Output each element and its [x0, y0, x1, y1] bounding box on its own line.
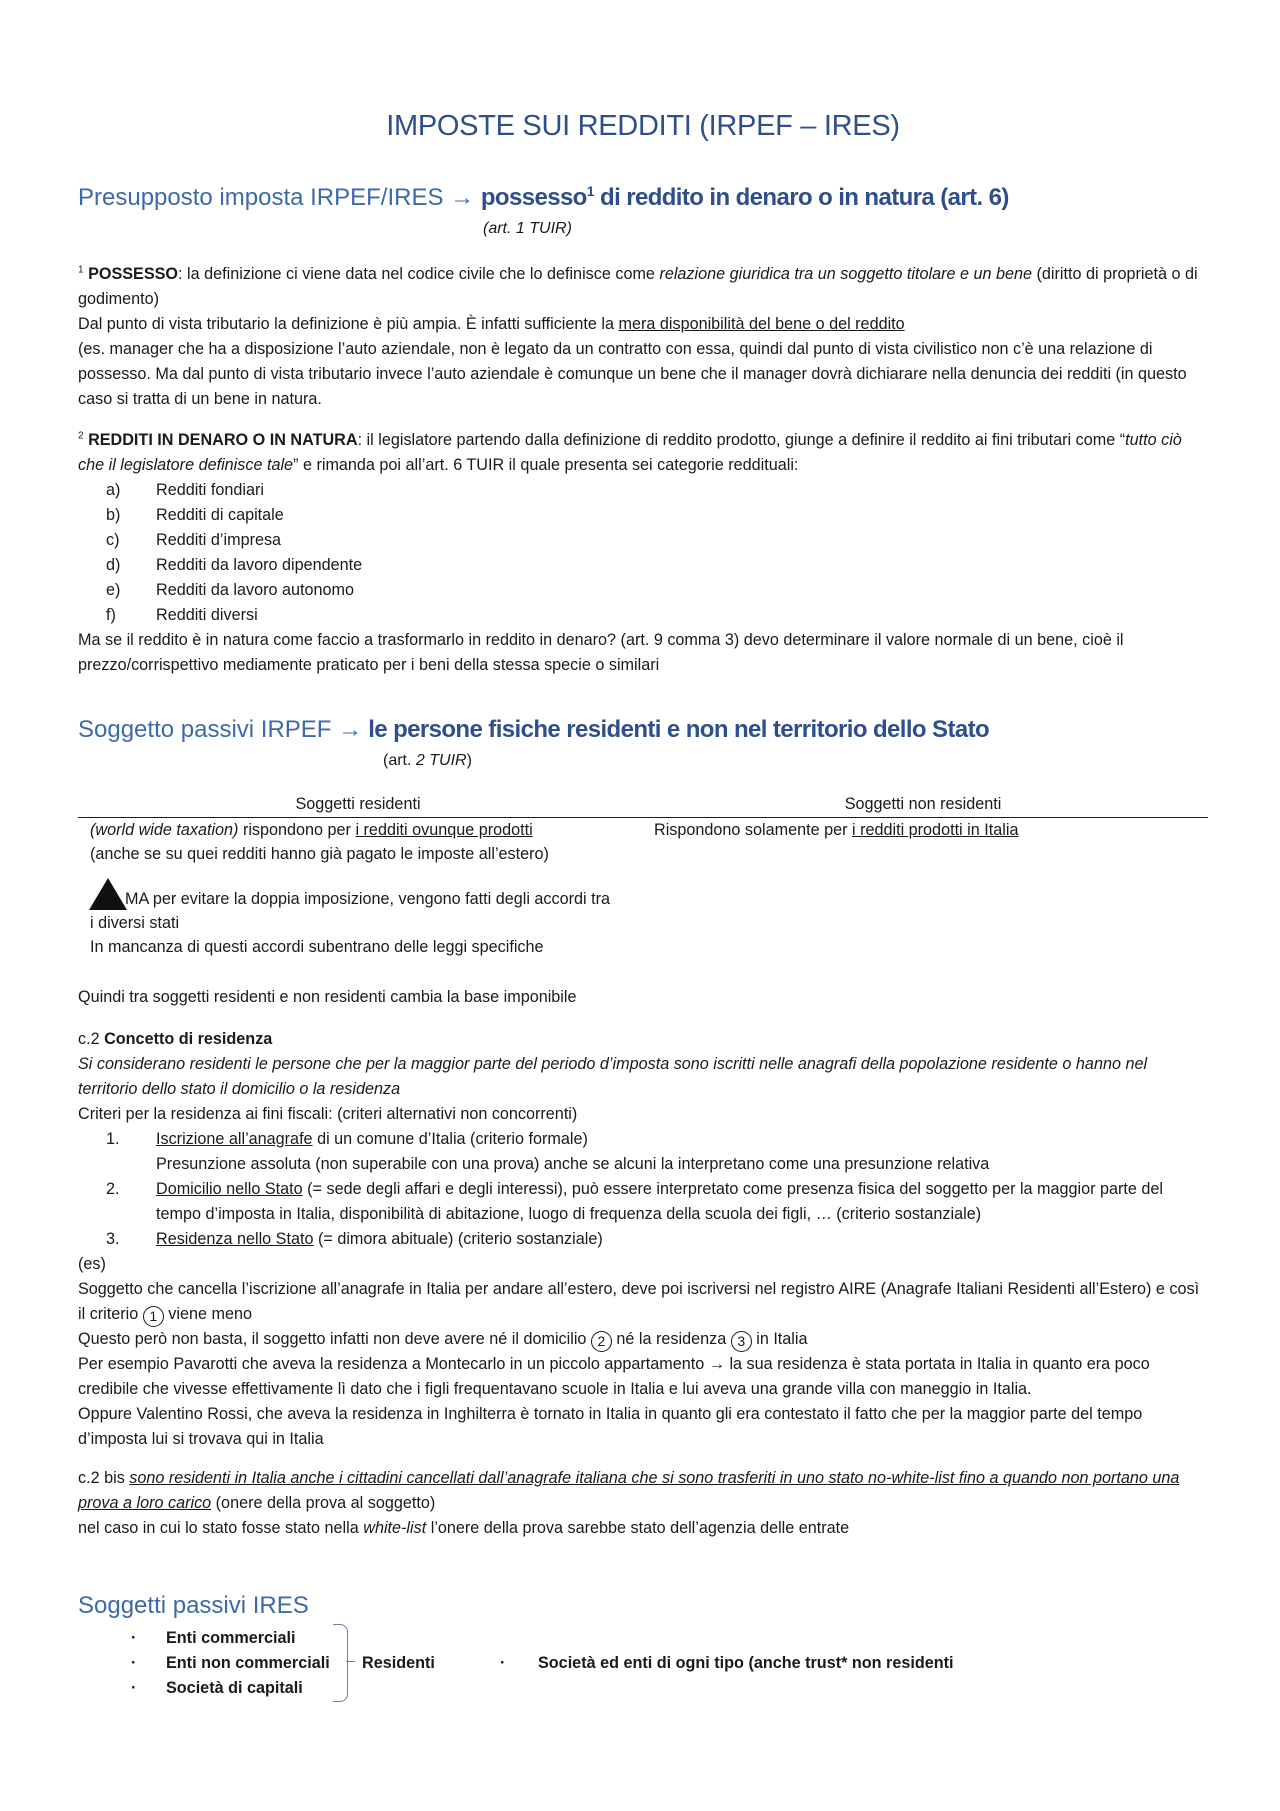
list-marker: 2.: [106, 1180, 120, 1198]
list-marker: e): [106, 581, 121, 599]
c2bis-text: (onere della prova al soggetto): [211, 1494, 436, 1512]
footnote-2-p2: Ma se il reddito è in natura come faccio a trasformarlo in reddito in denaro? (art. 9 comma 3) devo determinare il valore normale di un bene, cioè il prezzo/corrispettivo mediamente praticato per i beni della stessa specie o similari: [78, 631, 1124, 674]
example-text: Questo però non basta, il soggetto infatti non deve avere né il domicilio: [78, 1330, 591, 1348]
bullet-icon: ·: [131, 1654, 137, 1672]
list-item-text: Redditi diversi: [156, 606, 258, 624]
ires-item: Enti commerciali: [166, 1629, 296, 1647]
example-text: né la residenza: [611, 1330, 731, 1348]
c2-definition: [78, 1052, 1208, 1102]
footnote-text: Dal punto di vista tributario la definizione è più ampia. È infatti sufficiente la: [78, 315, 619, 333]
list-item-text: Redditi fondiari: [156, 481, 264, 499]
footnote-num: 1: [78, 264, 84, 276]
footnote-2-p1: [78, 428, 1208, 478]
c2bis-italic: white-list: [363, 1519, 427, 1537]
footnote-1-p3: (es. manager che ha a disposizione l’auto aziendale, non è legato da un contratto con essa, quindi dal punto di vista civilistico non c’è una relazione di possesso. Ma dal punto di vista tributario invece l’auto aziendale è comunque un bene che il manager dovrà dichiarare nella denuncia dei redditi (in questo caso si tratta di un bene in natura.: [78, 340, 1187, 408]
c2bis-text: nel caso in cui lo stato fosse stato nella: [78, 1519, 364, 1537]
criteria-list: [78, 1127, 1208, 1252]
c2-italic: Si considerano residenti le persone che per la maggior parte del periodo d’imposta sono iscritti nelle anagrafi della popolazione residente o hanno nel territorio dello stato il domicilio o la residenza: [78, 1055, 1148, 1098]
c2bis-paragraph-2: [78, 1516, 1208, 1541]
footnote-term: REDDITI IN DENARO O IN NATURA: [88, 431, 358, 449]
list-marker: b): [106, 506, 121, 524]
example-text: viene meno: [163, 1305, 252, 1323]
c2bis-italic-underline: sono residenti in Italia anche i cittadini cancellati dall’anagrafe italiana che si sono trasferiti in uno stato no-white-list fino a quando non portano una prova a loro carico: [78, 1469, 1180, 1512]
footnote-italic: tutto ciò che il legislatore definisce tale: [78, 431, 1182, 474]
ires-item-non-residenti: Società ed enti di ogni tipo (anche trust* non residenti: [538, 1654, 954, 1672]
circled-number: 1: [143, 1306, 164, 1327]
heading-strong-rest: di reddito in denaro o in natura (art. 6): [593, 184, 1009, 211]
section-heading-irpef: [78, 715, 989, 745]
footnote-text: : la definizione ci viene data nel codice civile che lo definisce come: [178, 265, 660, 283]
criterion-title: Residenza nello Stato: [156, 1230, 314, 1248]
list-item: [78, 528, 1208, 553]
c2-title: Concetto di residenza: [104, 1030, 273, 1048]
article-ref-text: (art. 1 TUIR): [483, 220, 572, 237]
circled-number: 3: [731, 1331, 752, 1352]
list-item: [78, 1227, 1208, 1252]
warning-triangle-icon: [89, 878, 127, 910]
subjects-table: [78, 792, 1208, 959]
list-marker: 1.: [106, 1130, 120, 1148]
criterion-text: di un comune d’Italia (criterio formale): [312, 1130, 588, 1148]
list-item: [78, 553, 1208, 578]
article-ref: (art. 2 TUIR): [383, 752, 472, 769]
list-marker: 3.: [106, 1230, 120, 1248]
c2-heading: [78, 1027, 1208, 1052]
footnote-italic: relazione giuridica tra un soggetto titolare e un bene: [659, 265, 1032, 283]
criterion-title: Iscrizione all’anagrafe: [156, 1130, 313, 1148]
list-item-text: Redditi da lavoro dipendente: [156, 556, 363, 574]
criterion-text: (= sede degli affari e degli interessi), può essere interpretato come presenza fisica del soggetto per la maggior parte del tempo d’imposta in Italia, disponibilità di abitazione, luogo di frequenza della scuola dei figli, … (criterio sostanziale): [156, 1180, 1164, 1223]
footnote-text-end: ” e rimanda poi all’art. 6 TUIR il quale presenta sei categorie reddituali:: [293, 456, 799, 474]
list-item: [78, 1127, 1208, 1177]
cell-non-residenti: [638, 818, 1208, 960]
bullet-icon: ·: [131, 1629, 137, 1647]
footnote-1: [78, 262, 1208, 412]
example-line: [78, 1277, 1208, 1327]
footnote-1-p1: [78, 262, 1208, 312]
footnote-2: [78, 428, 1208, 678]
bracket-tick: [346, 1661, 355, 1662]
example-text: Soggetto che cancella l’iscrizione all’anagrafe in Italia per andare all’estero, deve poi iscriversi nel registro AIRE (Anagrafe Italiani Residenti all’Estero) e così il criterio: [78, 1280, 1200, 1323]
page-title: IMPOSTE SUI REDDITI (IRPEF – IRES): [386, 110, 900, 142]
c2bis-paragraph: [78, 1466, 1208, 1516]
cell-line: [90, 818, 618, 842]
criterion-extra: Presunzione assoluta (non superabile con una prova) anche se alcuni la interpretano come una presunzione relativa: [156, 1155, 990, 1173]
article-ref: [483, 218, 572, 240]
cell-text: rispondono per: [238, 821, 356, 839]
list-item: [78, 578, 1208, 603]
table-header-row: [78, 792, 1208, 818]
ires-item: Società di capitali: [166, 1679, 303, 1697]
table-row: [78, 818, 1208, 960]
cell-underline: i redditi prodotti in Italia: [851, 821, 1019, 839]
heading-prefix: Soggetto passivi IRPEF →: [78, 716, 363, 743]
cell-text: MA per evitare la doppia imposizione, vengono fatti degli accordi tra i diversi stati: [90, 890, 610, 932]
cell-residenti: [78, 818, 638, 960]
list-marker: d): [106, 556, 121, 574]
cell-italic: (world wide taxation): [90, 821, 239, 839]
c2-label: c.2: [78, 1030, 105, 1048]
footnote-ref: 1: [586, 183, 594, 199]
example-line: [78, 1327, 1208, 1352]
criteria-intro: Criteri per la residenza ai fini fiscali: (criteri alternativi non concorrenti): [78, 1105, 578, 1123]
heading-strong: [481, 184, 1009, 211]
list-item-text: Redditi da lavoro autonomo: [156, 581, 354, 599]
heading-strong-term: possesso: [480, 184, 587, 211]
group-label: Residenti: [362, 1654, 435, 1672]
list-marker: a): [106, 481, 121, 499]
list-marker: c): [106, 531, 120, 549]
col-header-residenti: Soggetti residenti: [78, 792, 638, 818]
c2bis-text: l’onere della prova sarebbe stato dell’agenzia delle entrate: [426, 1519, 850, 1537]
list-item: [78, 1177, 1208, 1227]
example-line: Oppure Valentino Rossi, che aveva la residenza in Inghilterra è tornato in Italia in quanto gli era contestato il fatto che per la maggior parte del tempo d’imposta lui si trovava qui in Italia: [78, 1405, 1143, 1448]
criterion-text: (= dimora abituale) (criterio sostanziale): [313, 1230, 603, 1248]
list-item: [78, 503, 1208, 528]
bullet-icon: ·: [500, 1654, 506, 1672]
section-heading-ires: Soggetti passivi IRES: [78, 1592, 309, 1619]
cell-text: Rispondono solamente per: [654, 821, 852, 839]
footnote-num: 2: [78, 430, 84, 442]
list-marker: f): [106, 606, 116, 624]
cell-line: In mancanza di questi accordi subentrano delle leggi specifiche: [90, 938, 544, 956]
list-item: [78, 603, 1208, 628]
c2bis-label: c.2 bis: [78, 1469, 130, 1487]
heading-strong: le persone fisiche residenti e non nel territorio dello Stato: [362, 716, 990, 743]
income-categories-list: [78, 478, 1208, 628]
col-header-non-residenti: Soggetti non residenti: [638, 792, 1208, 818]
cell-line: [654, 818, 1208, 842]
circled-number: 2: [591, 1331, 612, 1352]
list-item-text: Redditi di capitale: [156, 506, 284, 524]
footnote-term: POSSESSO: [88, 265, 179, 283]
bullet-icon: ·: [131, 1679, 137, 1697]
ires-item: Enti non commerciali: [166, 1654, 330, 1672]
example-text: in Italia: [751, 1330, 808, 1348]
criterion-title: Domicilio nello Stato: [156, 1180, 303, 1198]
section-heading-presupposto: [78, 183, 1009, 213]
cell-line: (anche se su quei redditi hanno già pagato le imposte all’estero): [90, 845, 549, 863]
example-line: Per esempio Pavarotti che aveva la residenza a Montecarlo in un piccolo appartamento → la sua residenza è stata portata in Italia in quanto era poco credibile che vivesse effettivamente lì dato che i figli frequentavano scuole in Italia e lui aveva una grande villa con maneggio in Italia.: [78, 1355, 1150, 1398]
bracket-icon: [333, 1624, 348, 1702]
example-label: (es): [78, 1255, 106, 1273]
footnote-1-p2: [78, 312, 1208, 337]
list-item-text: Redditi d’impresa: [156, 531, 282, 549]
paragraph: Quindi tra soggetti residenti e non residenti cambia la base imponibile: [78, 988, 577, 1006]
footnote-text-end: (diritto di proprietà o di godimento): [78, 265, 1198, 308]
list-item: [78, 478, 1208, 503]
footnote-text: : il legislatore partendo dalla definizione di reddito prodotto, giunge a definire il reddito ai fini tributari come “: [357, 431, 1126, 449]
residency-block: [78, 985, 1208, 1541]
footnote-underline: mera disponibilità del bene o del reddito: [618, 315, 905, 333]
cell-warning: [90, 878, 618, 935]
heading-prefix: Presupposto imposta IRPEF/IRES →: [78, 184, 475, 211]
cell-underline: i redditi ovunque prodotti: [355, 821, 533, 839]
